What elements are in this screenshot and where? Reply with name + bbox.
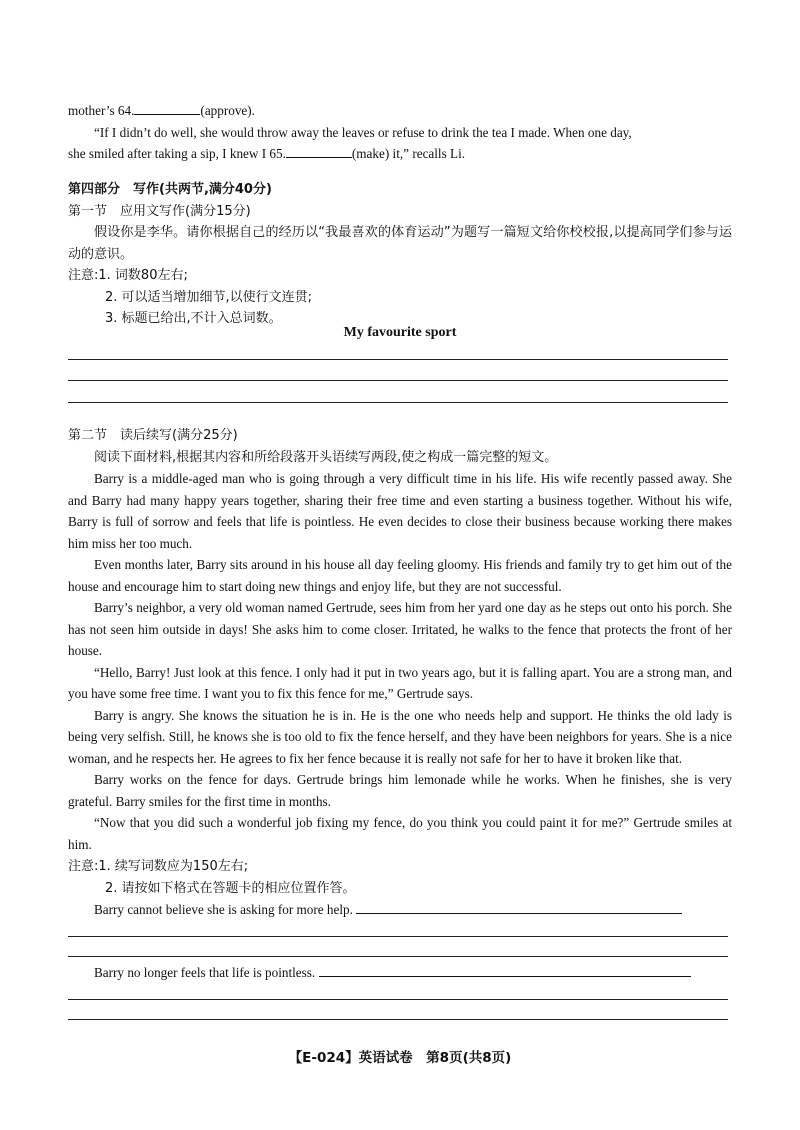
- sec1-prompt: 假设你是李华。请你根据自己的经历以“我最喜欢的体育运动”为题写一篇短文给你校校报,以提高同学们参与运动的意识。: [68, 225, 732, 262]
- writing-line[interactable]: [68, 402, 728, 403]
- sec2-note-2: 2. 请按如下格式在答题卡的相应位置作答。: [105, 880, 356, 896]
- writing-line[interactable]: [68, 1019, 728, 1020]
- line-65: she smiled after taking a sip, I knew I 65. (make) it,” recalls Li.: [68, 146, 466, 161]
- sec1-note-2: 2. 可以适当增加细节,以使行文连贯;: [105, 289, 313, 305]
- page-footer: 【E-024】英语试卷 第8页(共8页): [288, 1050, 512, 1066]
- line-tea: “If I didn’t do well, she would throw away the leaves or refuse to drink the tea I made. When one day,: [94, 124, 632, 140]
- top-continuation: [68, 100, 732, 165]
- part4-heading: 第四部分 写作(共两节,满分40分): [68, 182, 272, 197]
- answer-line[interactable]: [356, 900, 682, 914]
- essay-title: My favourite sport: [343, 325, 457, 340]
- passage-paragraph: Barry’s neighbor, a very old woman named Gertrude, sees him from her yard one day as he steps out onto his porch. She has not seen him outside in days! She asks him to come closer. Irritated, he walks to the fence that protects the front of her house.: [68, 600, 732, 658]
- sec1-note-3: 3. 标题已给出,不计入总词数。: [105, 311, 282, 326]
- passage-paragraph: “Hello, Barry! Just look at this fence. I only had it put in two years ago, but it is falling apart. You are a strong man, and you have some free time. I want you to fix this fence for me,” Gertrude says.: [68, 664, 732, 701]
- line-64: mother’s 64. (approve).: [68, 103, 255, 118]
- sec2-instruction: 阅读下面材料,根据其内容和所给段落开头语续写两段,使之构成一篇完整的短文。: [94, 449, 558, 465]
- continuation-start-2: [68, 962, 732, 984]
- sec2-heading: 第二节 读后续写(满分25分): [68, 428, 238, 443]
- passage-paragraph: Barry is a middle-aged man who is going through a very difficult time in his life. His wife recently passed away. She and Barry had many happy years together, sharing their free time and even starting a business together. Without his wife, Barry is full of sorrow and feels that life is pointless. He even decides to close their business because working there makes him miss her too much.: [68, 471, 732, 551]
- sec2-header: [68, 425, 732, 468]
- writing-line[interactable]: [68, 380, 728, 381]
- reading-passage: [68, 468, 732, 855]
- writing-line[interactable]: [68, 999, 728, 1000]
- sec1-note-1: 注意:1. 词数80左右;: [68, 268, 188, 283]
- sec1-heading: 第一节 应用文写作(满分15分): [68, 203, 251, 219]
- blank-65[interactable]: [286, 145, 352, 158]
- start-sentence-2: Barry no longer feels that life is pointless.: [94, 965, 316, 980]
- sec2-note-1: 注意:1. 续写词数应为150左右;: [68, 859, 249, 874]
- start-sentence-1: Barry cannot believe she is asking for more help.: [94, 902, 353, 917]
- passage-paragraph: Even months later, Barry sits around in his house all day feeling gloomy. His friends and family try to get him out of the house and encourage him to start doing new things and enjoy life, but they are not successful.: [68, 557, 732, 594]
- passage-paragraph: Barry is angry. She knows the situation he is in. He is the one who needs help and support. He thinks the old lady is being very selfish. Still, he knows she is too old to fix the fence herself, and they have been neighbors for years. She is a nice woman, and he respects her. He agrees to fix her fence because it is really not safe for her to have it broken like that.: [68, 707, 732, 766]
- sec2-notes: [68, 856, 732, 899]
- writing-line[interactable]: [68, 936, 728, 937]
- writing-line[interactable]: [68, 359, 728, 360]
- part4-section: [68, 179, 732, 330]
- continuation-start-1: [68, 899, 732, 921]
- answer-line[interactable]: [319, 963, 691, 977]
- writing-line[interactable]: [68, 956, 728, 957]
- passage-paragraph: “Now that you did such a wonderful job fixing my fence, do you think you could paint it for me?” Gertrude smiles at him.: [68, 815, 732, 852]
- blank-64[interactable]: [134, 102, 200, 115]
- passage-paragraph: Barry works on the fence for days. Gertrude brings him lemonade while he works. When he finishes, she is very grateful. Barry smiles for the first time in months.: [68, 772, 732, 809]
